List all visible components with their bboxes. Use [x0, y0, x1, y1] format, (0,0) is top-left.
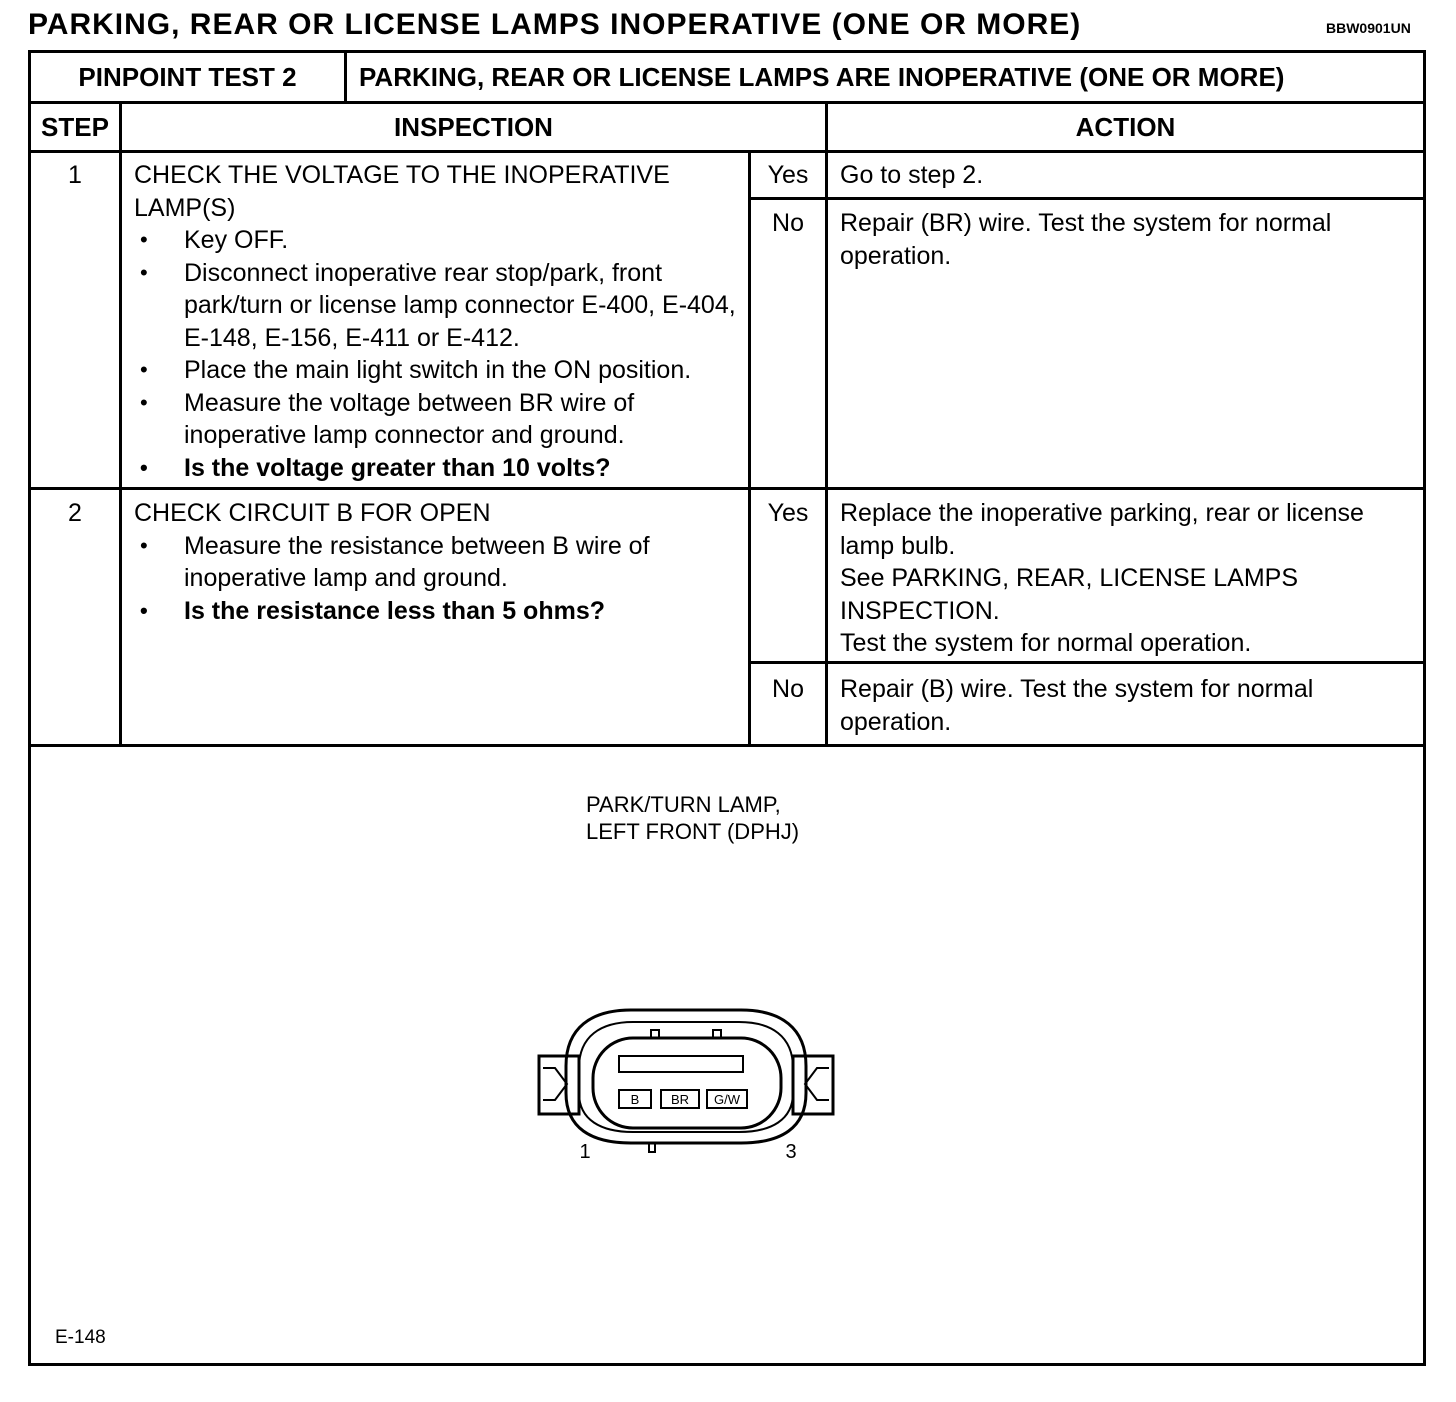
diagram-title-line: LEFT FRONT (DPHJ)	[586, 819, 800, 844]
step1-title: CHECK THE VOLTAGE TO THE INOPERATIVE LAMP(S)	[134, 161, 670, 222]
step1-bullet: • Disconnect inoperative rear stop/park, front park/turn or license lamp connector E-400, E-404, E-148, E-156, E-411 or E-412.	[134, 257, 744, 355]
page-title: PARKING, REAR OR LICENSE LAMPS INOPERATIVE (ONE OR MORE)	[28, 8, 1082, 41]
step1-yes-no-divider	[748, 197, 1423, 200]
step1-number: 1	[68, 161, 82, 189]
step2-bullet: • Measure the resistance between B wire of inoperative lamp and ground.	[134, 530, 744, 595]
step2-yes-no-divider	[748, 661, 1423, 664]
step1-yes-label: Yes	[767, 161, 809, 189]
pin-1-number: 1	[579, 1141, 591, 1163]
step2-yes-action	[840, 497, 1420, 660]
step-column-divider	[119, 104, 122, 747]
test-header-row	[31, 53, 1423, 104]
step2-no-action: Repair (B) wire. Test the system for normal operation.	[840, 675, 1314, 736]
step2-inspection	[134, 497, 744, 627]
pin-2-wire-label: BR	[670, 1092, 690, 1107]
connector-face	[593, 1038, 781, 1128]
step1-no-label: No	[772, 209, 804, 237]
inspection-answer-divider	[748, 153, 751, 747]
connector-slot	[619, 1056, 743, 1072]
step2-number: 2	[68, 499, 82, 527]
step2-question: • Is the resistance less than 5 ohms?	[134, 595, 744, 628]
pinpoint-test-table	[28, 50, 1426, 1366]
inspection-column-header: INSPECTION	[394, 111, 553, 142]
step1-no-action: Repair (BR) wire. Test the system for normal operation.	[840, 209, 1332, 270]
document-code: BBW0901UN	[1326, 20, 1411, 36]
left-latch-icon	[539, 1056, 579, 1114]
step1-bullet-list	[134, 224, 744, 484]
step1-step2-divider	[31, 487, 1423, 490]
step2-yes-action-line: Replace the inoperative parking, rear or license lamp bulb.	[840, 499, 1364, 560]
connector-shroud	[566, 1010, 806, 1143]
pin-1-wire-label: B	[630, 1092, 640, 1107]
action-column-header: ACTION	[1075, 111, 1176, 142]
step1-question: • Is the voltage greater than 10 volts?	[134, 452, 744, 485]
step2-yes-action-line: Test the system for normal operation.	[840, 629, 1252, 657]
answer-action-divider	[825, 104, 828, 747]
connector-diagram-title	[586, 791, 799, 845]
step1-bullet: • Measure the voltage between BR wire of inoperative lamp connector and ground.	[134, 387, 744, 452]
step2-no-label: No	[772, 675, 804, 703]
step2-title: CHECK CIRCUIT B FOR OPEN	[134, 499, 491, 527]
pin-3-wire-label: G/W	[714, 1092, 740, 1107]
connector-code-label: E-148	[55, 1327, 106, 1348]
pin-3-number: 3	[785, 1141, 797, 1163]
connector-face-diagram	[521, 998, 841, 1168]
step2-yes-action-line: See PARKING, REAR, LICENSE LAMPS INSPECTION.	[840, 564, 1299, 625]
diagram-title-line: PARK/TURN LAMP,	[586, 792, 781, 817]
step1-inspection	[134, 159, 744, 484]
test-description: PARKING, REAR OR LICENSE LAMPS ARE INOPERATIVE (ONE OR MORE)	[359, 61, 1285, 92]
table-diagram-divider	[31, 744, 1423, 747]
step1-bullet: • Key OFF.	[134, 224, 744, 257]
column-header-row	[31, 104, 1423, 153]
step1-bullet: • Place the main light switch in the ON position.	[134, 354, 744, 387]
step-column-header: STEP	[41, 111, 109, 142]
step2-yes-label: Yes	[767, 499, 809, 527]
right-latch-icon	[793, 1056, 833, 1114]
step1-yes-action: Go to step 2.	[840, 161, 984, 189]
step2-bullet-list	[134, 530, 744, 628]
test-name: PINPOINT TEST 2	[31, 53, 347, 101]
